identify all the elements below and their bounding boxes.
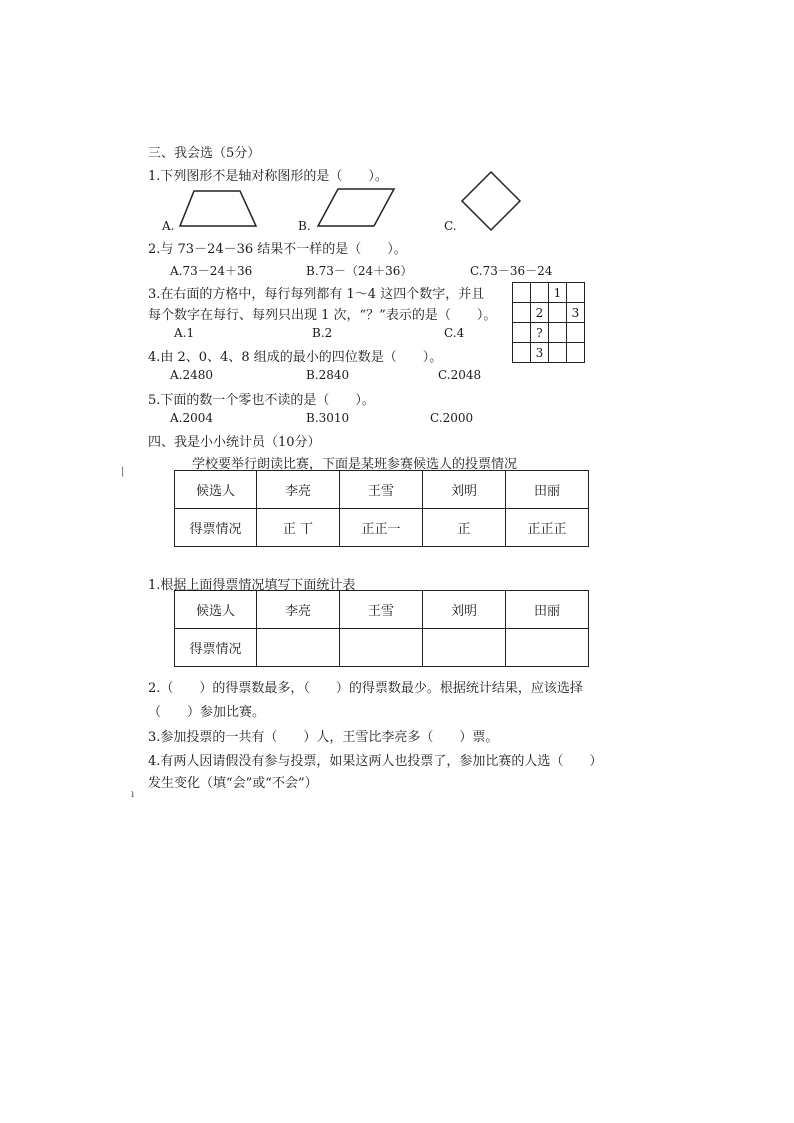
answer-cell [506, 629, 589, 667]
q2-option-c: C.73－36－24 [470, 264, 553, 278]
s4-q1-text: 1.根据上面得票情况填写下面统计表 [148, 578, 356, 593]
grid-cell [513, 283, 531, 303]
scan-mark: | [121, 466, 125, 477]
q4-option-a: A.2480 [170, 368, 214, 382]
tally-cell: 正正正 [506, 509, 589, 547]
grid-cell [549, 303, 567, 323]
grid-cell: ? [531, 323, 549, 343]
q1-option-c: C. [444, 219, 457, 233]
tally-cell: 正 [423, 509, 506, 547]
q1-option-b: B. [298, 219, 311, 233]
q1-text: 1.下列图形不是轴对称图形的是（ ）。 [148, 169, 388, 184]
q4-option-b: B.2840 [306, 368, 350, 382]
s4-q4-line2: 发生变化（填“会”或“不会”） [148, 776, 318, 791]
grid-cell [549, 323, 567, 343]
header-cell: 候选人 [175, 471, 257, 509]
q3-line1: 3.在右面的方格中，每行每列都有 1～4 这四个数字，并且 [148, 287, 485, 302]
grid-cell [513, 303, 531, 323]
tally-cell: 正 丅 [257, 509, 340, 547]
section3-title: 三、我会选（5分） [148, 146, 261, 161]
s4-q3-text: 3.参加投票的一共有（ ）人，王雪比李亮多（ ）票。 [148, 730, 499, 745]
q3-option-c: C.4 [444, 326, 465, 340]
section4-title: 四、我是小小统计员（10分） [148, 435, 321, 450]
square-diamond-shape [460, 170, 522, 232]
answer-cell [423, 629, 506, 667]
grid-cell [567, 323, 585, 343]
q2-option-a: A.73－24＋36 [170, 264, 253, 278]
scan-mark: ı [131, 789, 135, 800]
q5-option-c: C.2000 [430, 411, 474, 425]
q4-option-c: C.2048 [438, 368, 482, 382]
parallelogram-shape [316, 186, 398, 230]
q5-option-b: B.3010 [306, 411, 350, 425]
q1-option-a: A. [162, 219, 175, 233]
header-cell: 王雪 [340, 471, 423, 509]
q3-line2: 每个数字在每行、每列只出现 1 次，“？”表示的是（ ）。 [148, 308, 497, 323]
header-cell: 李亮 [257, 591, 340, 629]
grid-cell [549, 343, 567, 363]
s4-q4-line1: 4.有两人因请假没有参与投票，如果这两人也投票了，参加比赛的人选（ ） [148, 754, 603, 769]
grid-cell: 1 [549, 283, 567, 303]
q3-option-a: A.1 [174, 326, 195, 340]
table-caption: 学校要举行朗读比赛，下面是某班参赛候选人的投票情况 [192, 457, 518, 472]
header-cell: 李亮 [257, 471, 340, 509]
grid-cell [513, 323, 531, 343]
q4-text: 4.由 2、0、4、8 组成的最小的四位数是（ ）。 [148, 350, 443, 365]
q3-option-b: B.2 [312, 326, 333, 340]
header-cell: 王雪 [340, 591, 423, 629]
header-cell: 候选人 [175, 591, 257, 629]
grid-cell [531, 283, 549, 303]
grid-cell [513, 343, 531, 363]
tally-cell: 正正一 [340, 509, 423, 547]
header-cell: 刘明 [423, 471, 506, 509]
grid-cell [567, 343, 585, 363]
vote-tally-table [174, 470, 589, 547]
grid-cell: 3 [567, 303, 585, 323]
vote-count-table [174, 590, 589, 667]
row-label-cell: 得票情况 [175, 629, 257, 667]
q5-text: 5.下面的数一个零也不读的是（ ）。 [148, 393, 375, 408]
q5-option-a: A.2004 [170, 411, 214, 425]
sudoku-grid [512, 282, 585, 363]
q2-option-b: B.73－（24＋36） [306, 264, 413, 278]
row-label-cell: 得票情况 [175, 509, 257, 547]
trapezoid-shape [178, 188, 260, 230]
s4-q2-line1: 2.（ ）的得票数最多，（ ）的得票数最少。根据统计结果，应该选择 [148, 681, 583, 696]
grid-cell: 2 [531, 303, 549, 323]
grid-cell [567, 283, 585, 303]
answer-cell [340, 629, 423, 667]
answer-cell [257, 629, 340, 667]
grid-cell: 3 [531, 343, 549, 363]
s4-q2-line2: （ ）参加比赛。 [148, 705, 266, 720]
q2-text: 2.与 73－24－36 结果不一样的是（ ）。 [148, 242, 407, 257]
header-cell: 田丽 [506, 591, 589, 629]
header-cell: 刘明 [423, 591, 506, 629]
header-cell: 田丽 [506, 471, 589, 509]
